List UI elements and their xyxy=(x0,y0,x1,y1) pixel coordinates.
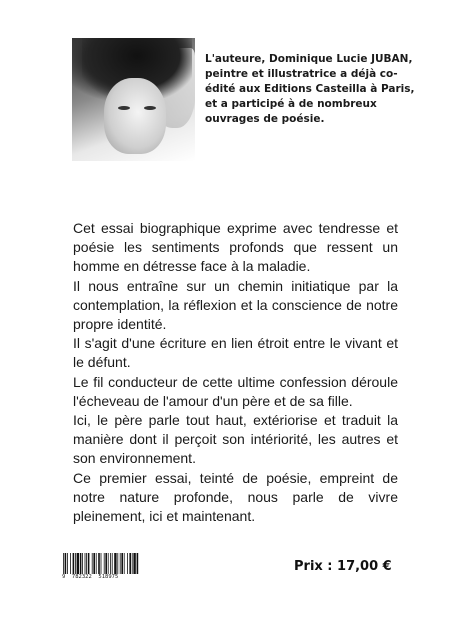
blurb-paragraph: Il nous entraîne sur un chemin initiatique par la contemplation, la réflexion et la conscience de notre propre identité. xyxy=(73,277,398,333)
author-bio-line: et a participé à de nombreux xyxy=(205,98,377,110)
author-bio-line: L'auteure, Dominique Lucie JUBAN, xyxy=(205,53,413,65)
blurb-paragraph: Ici, le père parle tout haut, extériorise et traduit la manière dont il perçoit son intériorité, les autres et son environnement. xyxy=(73,412,398,467)
barcode-digits: 9 782322 518975 xyxy=(61,574,142,580)
author-bio-line: édité aux Editions Casteilla à Paris, xyxy=(205,83,415,95)
blurb-paragraph: Il s'agit d'une écriture en lien étroit entre le vivant et le défunt. xyxy=(73,335,398,371)
author-bio-line: ouvrages de poésie. xyxy=(205,113,325,125)
price-label: Prix : 17,00 € xyxy=(294,559,392,574)
author-bio xyxy=(205,52,415,127)
author-bio-line: peintre et illustratrice a déjà co- xyxy=(205,68,398,80)
isbn-barcode xyxy=(61,553,139,583)
photo-eye-right xyxy=(144,106,156,110)
photo-eye-left xyxy=(118,106,130,110)
author-photo xyxy=(72,38,195,161)
blurb-paragraph: Ce premier essai, teinté de poésie, empreint de notre nature profonde, nous parle de vivre pleinement, ici et maintenant. xyxy=(73,469,398,525)
back-cover-blurb xyxy=(73,219,398,526)
blurb-paragraph: Le fil conducteur de cette ultime confession déroule l'écheveau de l'amour d'un père et de sa fille. xyxy=(73,373,398,409)
blurb-paragraph: Cet essai biographique exprime avec tendresse et poésie les sentiments profonds que ressent un homme en détresse face à la maladie. xyxy=(73,220,398,275)
photo-face xyxy=(104,78,166,154)
